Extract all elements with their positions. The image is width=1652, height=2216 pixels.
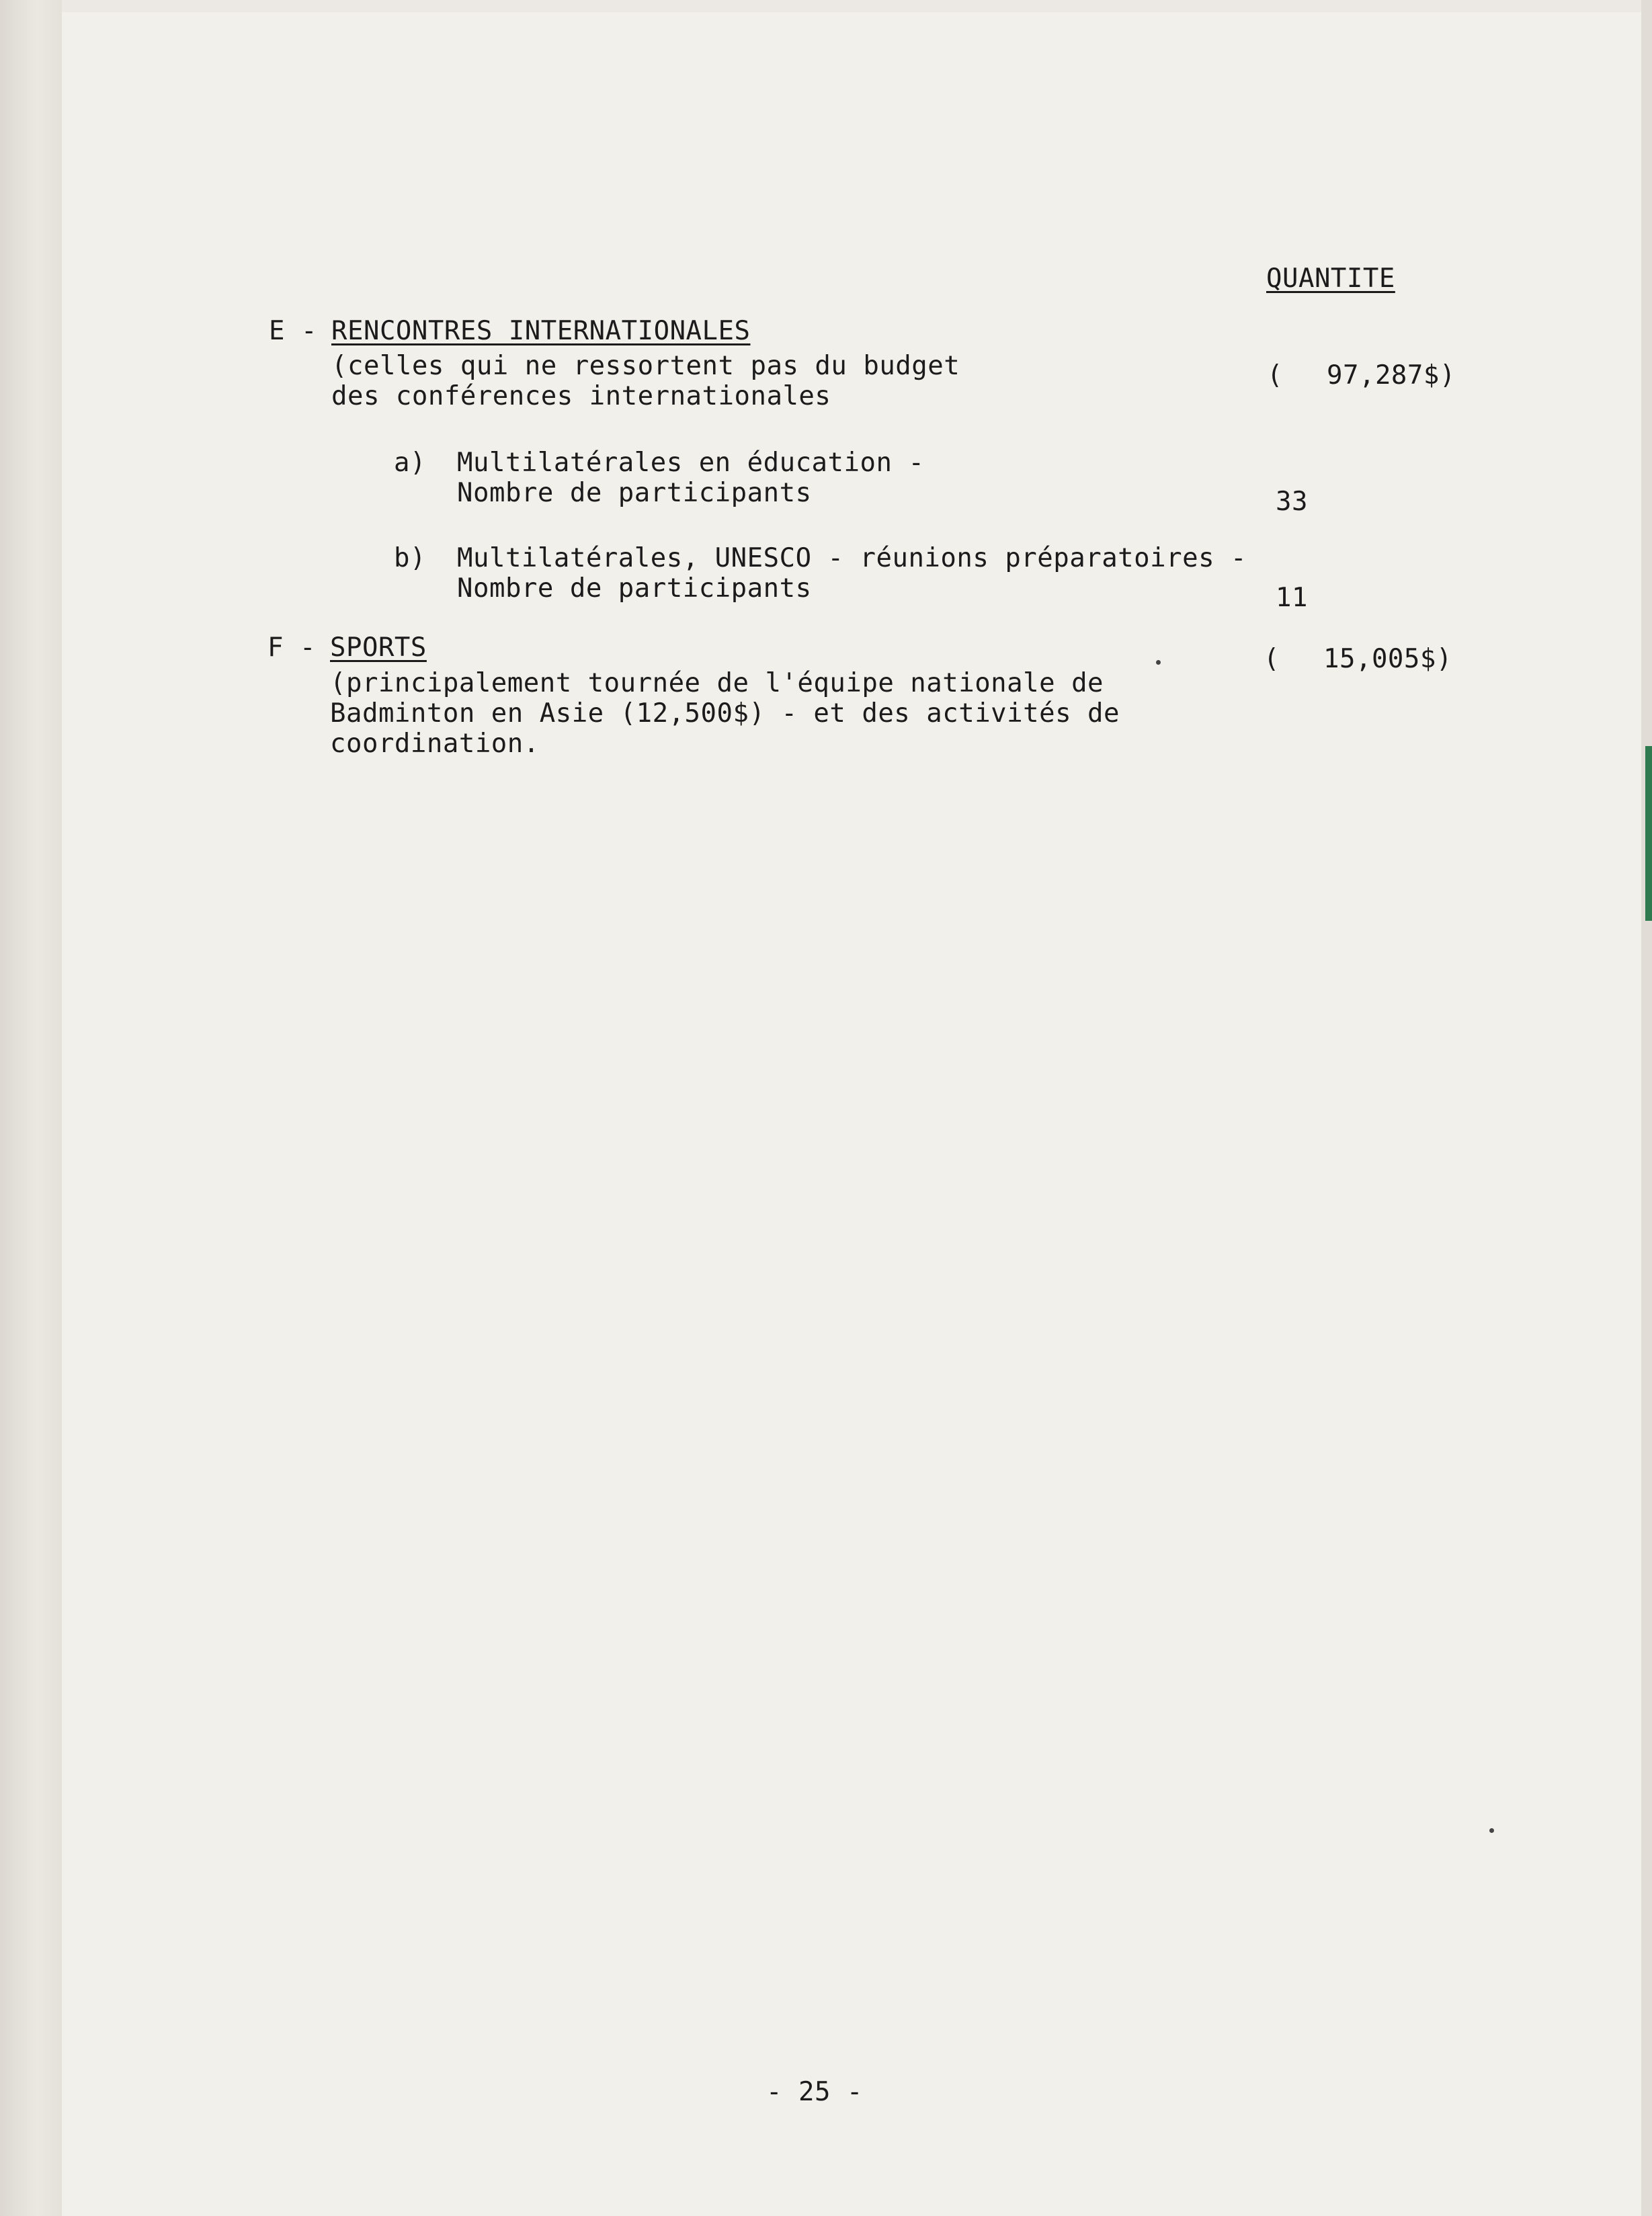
page-tab-marker [1645, 746, 1652, 921]
section-f-description-line1: (principalement tournée de l'équipe nationale de [330, 668, 1104, 698]
section-e-amount: 97,287$) [1327, 360, 1456, 391]
item-a-line1: Multilatérales en éducation - [457, 448, 925, 478]
item-b-line2: Nombre de participants [457, 573, 812, 604]
page-number: - 25 - [766, 2077, 863, 2107]
section-e-letter: E - [269, 316, 317, 346]
quantity-column-header: QUANTITE [1266, 263, 1395, 294]
page-binding-edge [0, 0, 62, 2216]
section-f-description-line3: coordination. [330, 729, 540, 759]
page-right-edge [1641, 0, 1652, 2216]
item-b-line1: Multilatérales, UNESCO - réunions préparatoires - [457, 543, 1247, 573]
section-f-description-line2: Badminton en Asie (12,500$) - et des activités de [330, 698, 1120, 729]
scan-speck [1156, 660, 1161, 665]
section-e-amount-paren: ( [1267, 360, 1283, 391]
section-f-amount: 15,005$) [1323, 644, 1452, 674]
section-e-description-line2: des conférences internationales [331, 381, 831, 411]
scan-speck [1489, 1828, 1494, 1833]
section-f-title: SPORTS [330, 632, 427, 663]
section-e-title: RENCONTRES INTERNATIONALES [331, 316, 751, 346]
section-f-amount-paren: ( [1264, 644, 1280, 674]
item-a-marker: a) [394, 448, 426, 478]
section-e-description-line1: (celles qui ne ressortent pas du budget [331, 351, 960, 381]
item-a-quantity: 33 [1276, 487, 1308, 517]
item-a-line2: Nombre de participants [457, 478, 812, 508]
item-b-quantity: 11 [1276, 583, 1308, 613]
item-b-marker: b) [394, 543, 426, 573]
section-f-letter: F - [267, 632, 316, 663]
